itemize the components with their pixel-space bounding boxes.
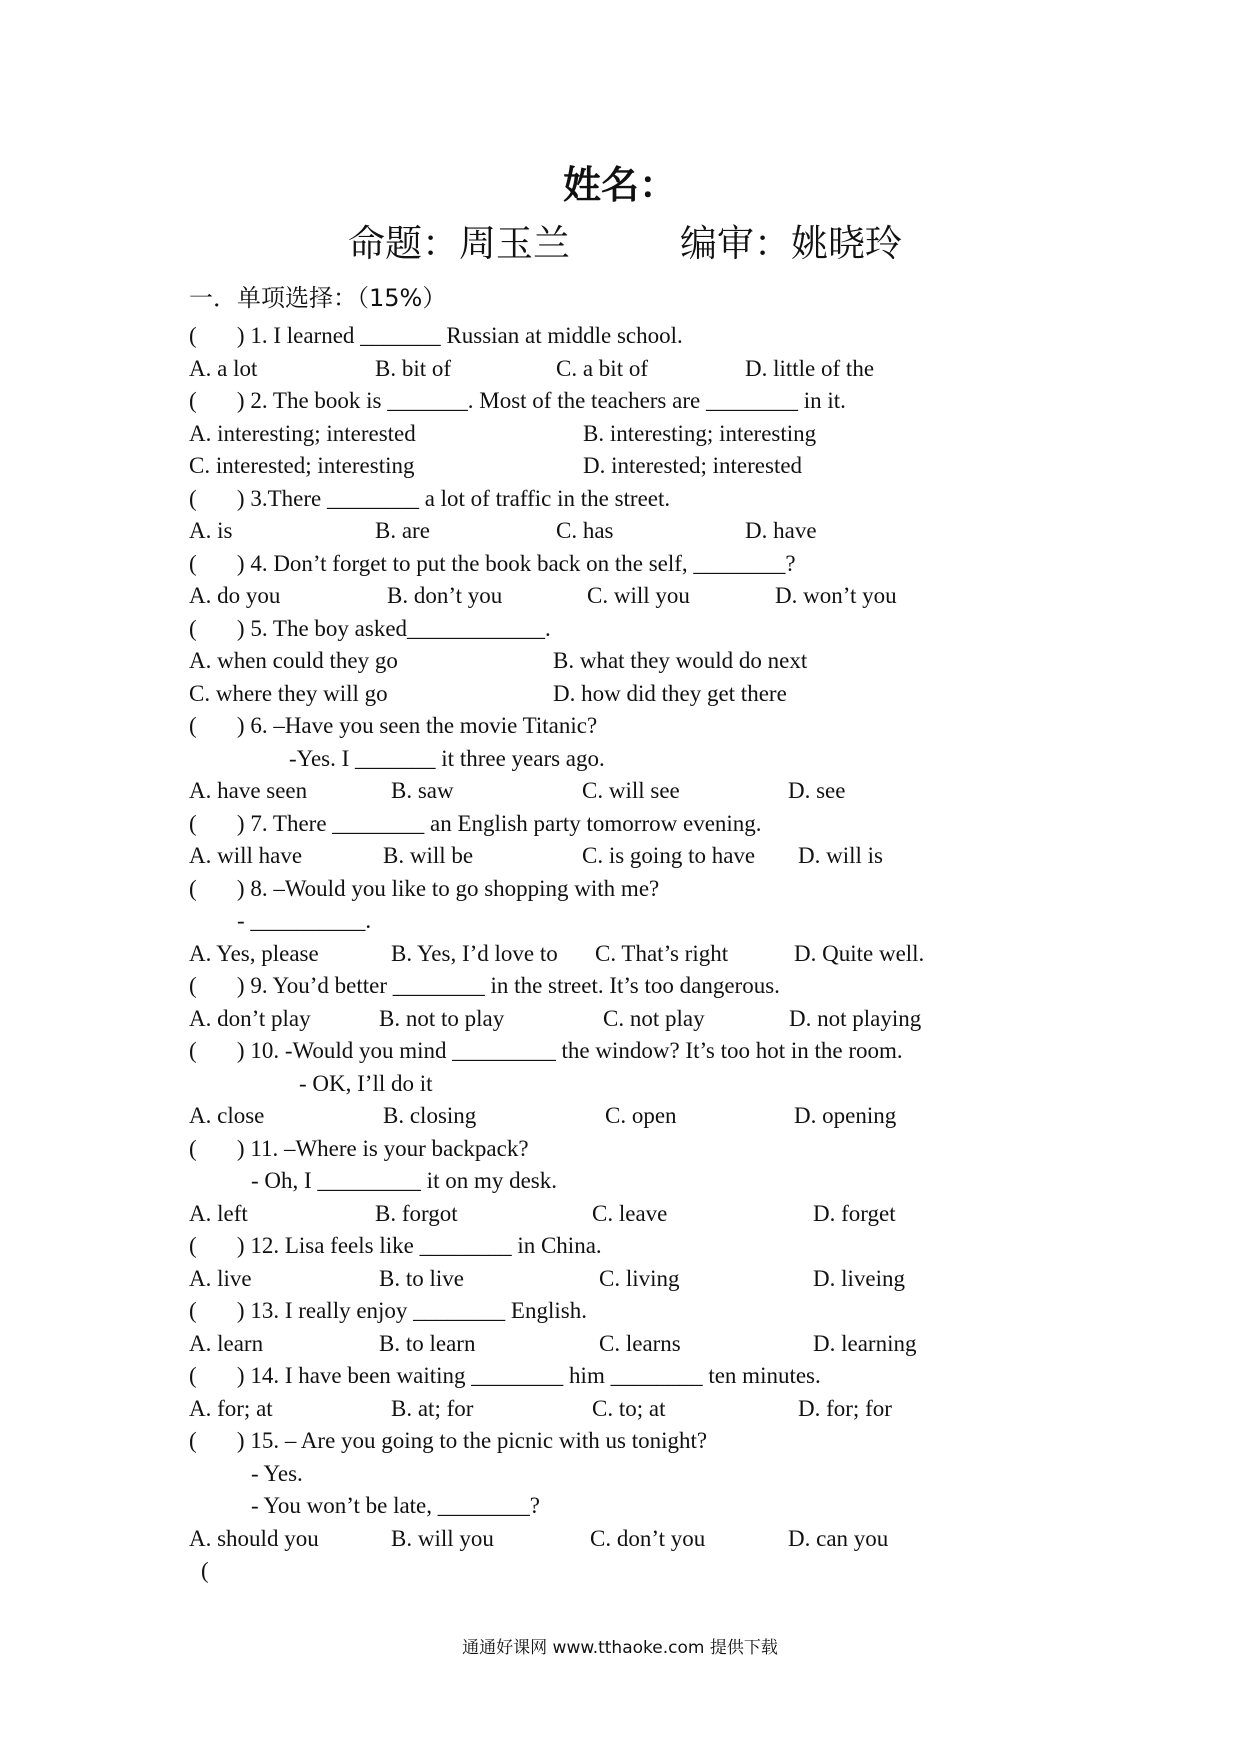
option: C. That’s right [595,941,729,966]
option: D. interested; interested [583,453,803,478]
option: D. not playing [789,1006,922,1031]
reviewer: 编审：姚晓玲 [680,222,902,265]
question-stem: ( ) 2. The book is _______. Most of the teachers are ________ in it. [189,388,846,413]
footer: 通通好课网 www.tthaoke.com 提供下载 [462,1638,778,1658]
question-stem: ( ) 14. I have been waiting ________ him ________ ten minutes. [189,1363,821,1388]
question-continuation: - Yes. [251,1461,303,1486]
trailing-mark: ( [201,1558,209,1583]
author: 命题：周玉兰 [348,222,570,265]
question-stem: ( ) 3.There ________ a lot of traffic in the street. [189,486,671,511]
option: C. not play [603,1006,705,1031]
option: B. to learn [379,1331,476,1356]
name-label: 姓名： [562,163,677,207]
option: C. will see [582,778,680,803]
option: A. will have [189,843,303,868]
option: A. a lot [189,356,258,381]
option: B. forgot [375,1201,458,1226]
option: C. living [599,1266,680,1291]
question-continuation: - Oh, I _________ it on my desk. [251,1168,558,1193]
option: D. won’t you [775,583,897,608]
option: B. don’t you [387,583,503,608]
option: C. leave [592,1201,668,1226]
option: B. interesting; interesting [583,421,817,446]
option: B. at; for [391,1396,474,1421]
option: A. left [189,1201,248,1226]
option: A. live [189,1266,252,1291]
option: B. will you [391,1526,494,1551]
option: C. a bit of [556,356,648,381]
option: A. for; at [189,1396,273,1421]
question-stem: ( ) 1. I learned _______ Russian at middle school. [189,323,683,348]
option: D. will is [798,843,883,868]
question-stem: ( ) 12. Lisa feels like ________ in China. [189,1233,602,1258]
option: A. is [189,518,233,543]
option: D. can you [788,1526,889,1551]
option: A. don’t play [189,1006,311,1031]
option: B. what they would do next [553,648,808,673]
option: D. little of the [745,356,875,381]
option: D. see [788,778,846,803]
option: A. close [189,1103,265,1128]
option: B. Yes, I’d love to [391,941,558,966]
option: A. have seen [189,778,308,803]
option: C. to; at [592,1396,666,1421]
option: D. how did they get there [553,681,787,706]
author-line [0,217,1240,271]
option: C. interested; interesting [189,453,415,478]
option: D. forget [813,1201,896,1226]
option: C. is going to have [582,843,756,868]
question-continuation: - You won’t be late, ________? [251,1493,540,1518]
option: B. to live [379,1266,464,1291]
option: B. will be [383,843,474,868]
question-stem: ( ) 13. I really enjoy ________ English. [189,1298,587,1323]
option: D. liveing [813,1266,905,1291]
question-continuation: - __________. [237,908,372,933]
option: C. where they will go [189,681,388,706]
question-stem: ( ) 6. –Have you seen the movie Titanic? [189,713,598,738]
option: C. has [556,518,614,543]
option: A. when could they go [189,648,398,673]
option: B. closing [383,1103,477,1128]
section-title: 一．单项选择：（15%） [189,284,447,312]
option: C. don’t you [590,1526,706,1551]
option: B. saw [391,778,454,803]
question-stem: ( ) 9. You’d better ________ in the street. It’s too dangerous. [189,973,780,998]
option: A. learn [189,1331,264,1356]
option: A. interesting; interested [189,421,416,446]
option: C. learns [599,1331,681,1356]
option: B. are [375,518,430,543]
option: A. should you [189,1526,319,1551]
question-stem: ( ) 4. Don’t forget to put the book back on the self, ________? [189,551,796,576]
question-stem: ( ) 11. –Where is your backpack? [189,1136,529,1161]
option: B. bit of [375,356,452,381]
question-continuation: -Yes. I _______ it three years ago. [289,746,605,771]
question-stem: ( ) 8. –Would you like to go shopping with me? [189,876,660,901]
option: D. learning [813,1331,917,1356]
option: D. have [745,518,817,543]
question-stem: ( ) 15. – Are you going to the picnic with us tonight? [189,1428,708,1453]
option: A. do you [189,583,281,608]
option: D. Quite well. [794,941,925,966]
question-stem: ( ) 5. The boy asked____________. [189,616,551,641]
option: B. not to play [379,1006,505,1031]
option: D. for; for [798,1396,892,1421]
option: C. open [605,1103,677,1128]
question-continuation: - OK, I’ll do it [299,1071,433,1096]
option: A. Yes, please [189,941,319,966]
question-stem: ( ) 10. -Would you mind _________ the window? It’s too hot in the room. [189,1038,903,1063]
question-stem: ( ) 7. There ________ an English party tomorrow evening. [189,811,762,836]
option: D. opening [794,1103,897,1128]
option: C. will you [587,583,690,608]
